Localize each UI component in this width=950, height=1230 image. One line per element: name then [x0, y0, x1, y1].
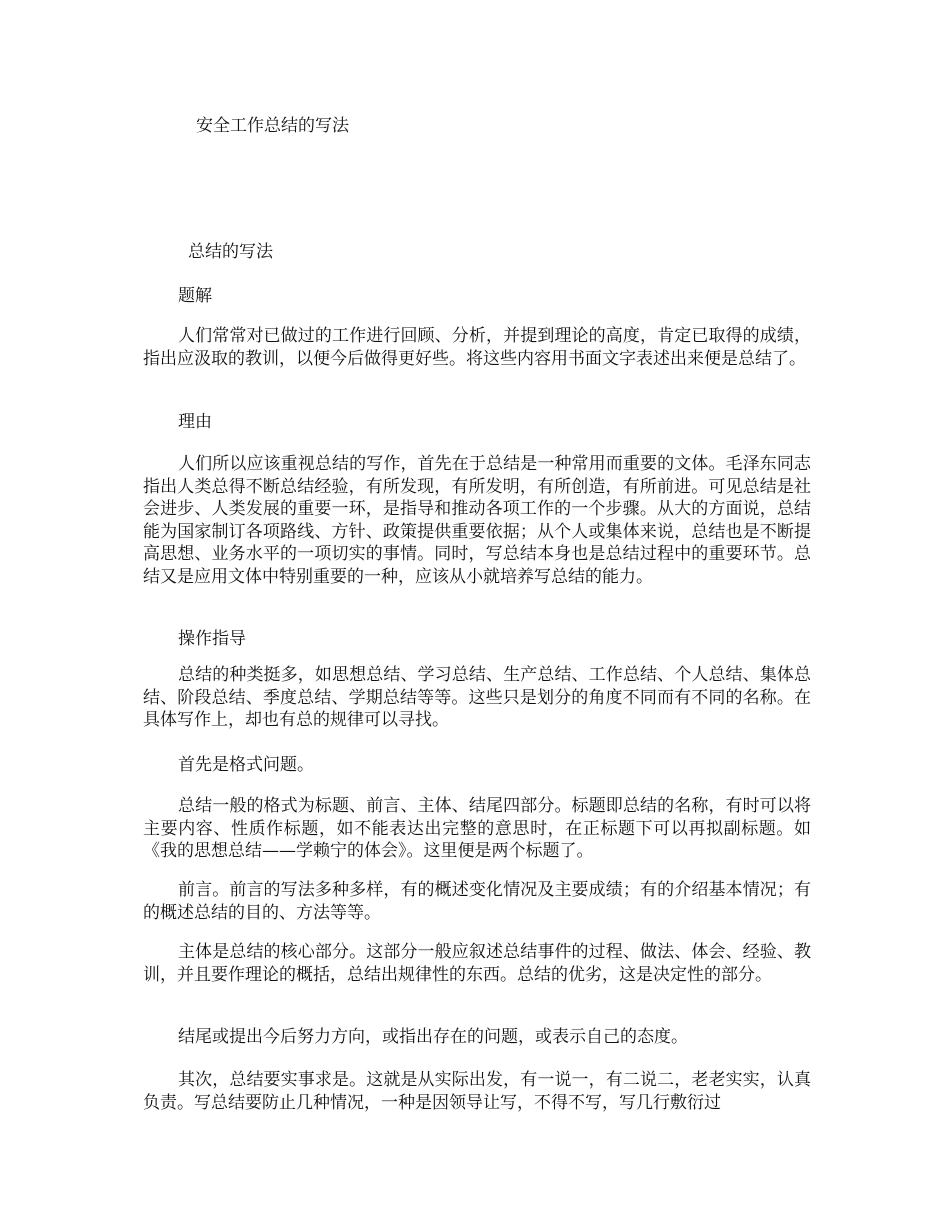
- heading-operation-guide: 操作指导: [178, 629, 246, 649]
- paragraph-ending: 结尾或提出今后努力方向，或指出存在的问题，或表示自己的态度。: [178, 1027, 688, 1047]
- paragraph-types: 总结的种类挺多，如思想总结、学习总结、生产总结、工作总结、个人总结、集体总结、阶段总结、季度总结、学期总结等等。这些只是划分的角度不同而有不同的名称。在具体写作上，却也有总的规律可以寻找。: [143, 665, 811, 730]
- paragraph-second: 其次，总结要实事求是。这就是从实际出发，有一说一，有二说二，老老实实，认真负责。写总结要防止几种情况，一种是因领导让写，不得不写，写几行敷衍过: [143, 1070, 811, 1113]
- document-title: 安全工作总结的写法: [196, 116, 349, 136]
- paragraph-tijie: 人们常常对已做过的工作进行回顾、分析，并提到理论的高度，肯定已取得的成绩，指出应汲取的教训，以便今后做得更好些。将这些内容用书面文字表述出来便是总结了。: [143, 326, 811, 369]
- heading-liyou: 理由: [178, 412, 212, 432]
- paragraph-body: 主体是总结的核心部分。这部分一般应叙述总结事件的过程、做法、体会、经验、教训，并且要作理论的概括，总结出规律性的东西。总结的优劣，这是决定性的部分。: [143, 942, 811, 985]
- heading-tijie: 题解: [178, 286, 212, 306]
- paragraph-liyou: 人们所以应该重视总结的写作，首先在于总结是一种常用而重要的文体。毛泽东同志指出人类总得不断总结经验，有所发现，有所发明，有所创造，有所前进。可见总结是社会进步、人类发展的重要一环，是指导和推动各项工作的一个步骤。从大的方面说，总结能为国家制订各项路线、方针、政策提供重要依据；从个人或集体来说，总结也是不断提高思想、业务水平的一项切实的事情。同时，写总结本身也是总结过程中的重要环节。总结又是应用文体中特别重要的一种，应该从小就培养写总结的能力。: [143, 454, 811, 587]
- paragraph-format: 总结一般的格式为标题、前言、主体、结尾四部分。标题即总结的名称，有时可以将主要内容、性质作标题，如不能表达出完整的意思时，在正标题下可以再拟副标题。如《我的思想总结——学赖宁的体会》。这里便是两个标题了。: [143, 796, 811, 861]
- heading-format: 首先是格式问题。: [178, 755, 314, 775]
- section-title: 总结的写法: [188, 242, 273, 262]
- paragraph-preface: 前言。前言的写法多种多样，有的概述变化情况及主要成绩；有的介绍基本情况；有的概述总结的目的、方法等等。: [143, 880, 811, 923]
